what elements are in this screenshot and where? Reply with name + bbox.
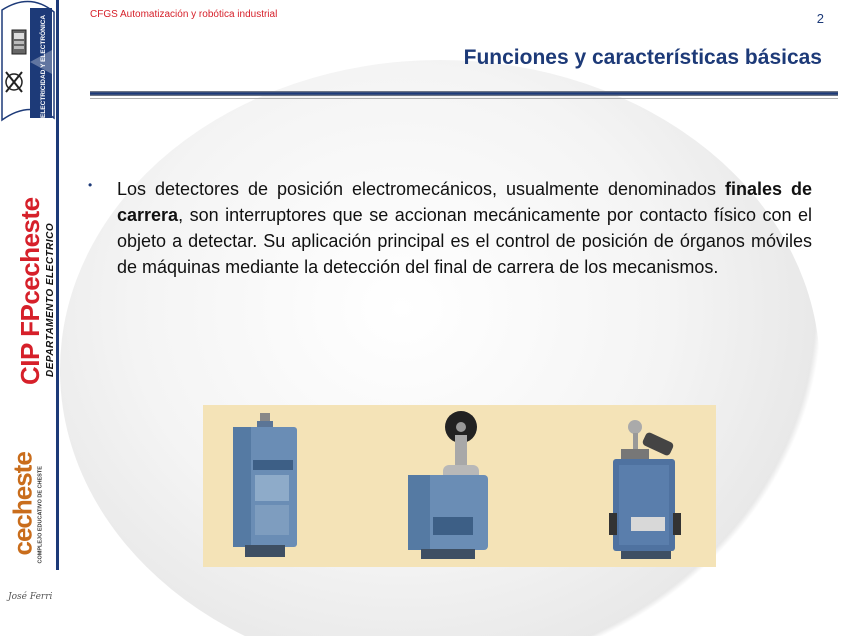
para-text-2: , son interruptores que se accionan mecánicamente por contacto físico con el objeto a detectar. Su aplicación principal es el control de posición de órganos móviles de máquinas mediante la detección del final de carrera de los mecanismos. bbox=[117, 205, 812, 277]
cecheste-brand: cecheste bbox=[7, 452, 38, 556]
cecheste-logo bbox=[2, 438, 54, 566]
limit-switches-photo bbox=[203, 405, 716, 567]
bullet-item bbox=[88, 176, 812, 280]
para-text-1: Los detectores de posición electromecánicos, usualmente denominados bbox=[117, 179, 726, 199]
course-label: CFGS Automatización y robótica industrial bbox=[90, 9, 278, 20]
department-block bbox=[2, 180, 54, 400]
title-underline bbox=[90, 91, 838, 96]
cip-prefix: CIP FP bbox=[15, 304, 45, 385]
bullet-paragraph bbox=[117, 176, 812, 280]
title-underline-thin bbox=[90, 98, 838, 99]
roller-lever-switch-image bbox=[408, 411, 488, 559]
electronics-logo bbox=[0, 0, 56, 125]
bullet-icon: • bbox=[88, 178, 93, 192]
author-signature: José Ferri bbox=[8, 592, 53, 602]
slide-title: Funciones y características básicas bbox=[463, 46, 822, 69]
sidebar bbox=[0, 0, 60, 636]
electronics-logo-text: ELECTRICIDAD Y ELECTRÓNICA bbox=[40, 14, 47, 118]
para-bold-term: finales de carrera bbox=[117, 179, 812, 225]
cip-brand: cecheste bbox=[15, 197, 45, 305]
department-label: DEPARTAMENTO ELECTRICO bbox=[45, 222, 56, 377]
cecheste-subtitle: COMPLEJO EDUCATIVO DE CHESTE bbox=[37, 466, 44, 564]
cip-logo bbox=[15, 197, 45, 385]
plunger-switch-image bbox=[233, 413, 297, 557]
page-number: 2 bbox=[816, 11, 824, 26]
lever-head-switch-image bbox=[609, 420, 681, 559]
